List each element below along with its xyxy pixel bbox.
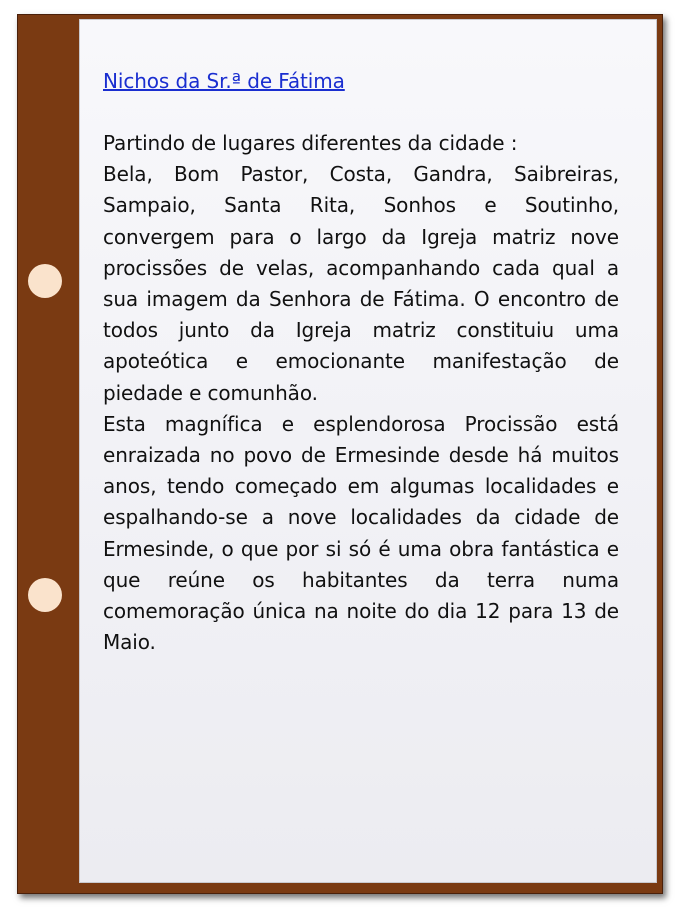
binder-hole-bottom <box>28 578 62 612</box>
intro-line: Partindo de lugares diferentes da cidade : <box>103 131 518 155</box>
paragraph-localities: Bela, Bom Pastor, Costa, Gandra, Saibreiras, Sampaio, Santa Rita, Sonhos e Soutinho, convergem para o largo da Igreja matriz nove procissões de velas, acompanhando cada qual a sua imagem da Senhora de Fátima. O encontro de todos junto da Igreja matriz constituiu uma apoteótica e emocionante manifestação de piedade e comunhão. <box>103 162 619 405</box>
binder-hole-top <box>28 264 62 298</box>
paragraph-procession: Esta magnífica e esplendorosa Procissão está enraizada no povo de Ermesinde desde há muitos anos, tendo começado em algumas localidades e espalhando-se a nove localidades da cidade de Ermesinde, o que por si só é uma obra fantástica e que reúne os habitantes da terra numa comemoração única na noite do dia 12 para 13 de Maio. <box>103 411 619 655</box>
document-content <box>103 66 619 658</box>
title-link[interactable]: Nichos da Sr.ª de Fátima <box>103 69 345 93</box>
